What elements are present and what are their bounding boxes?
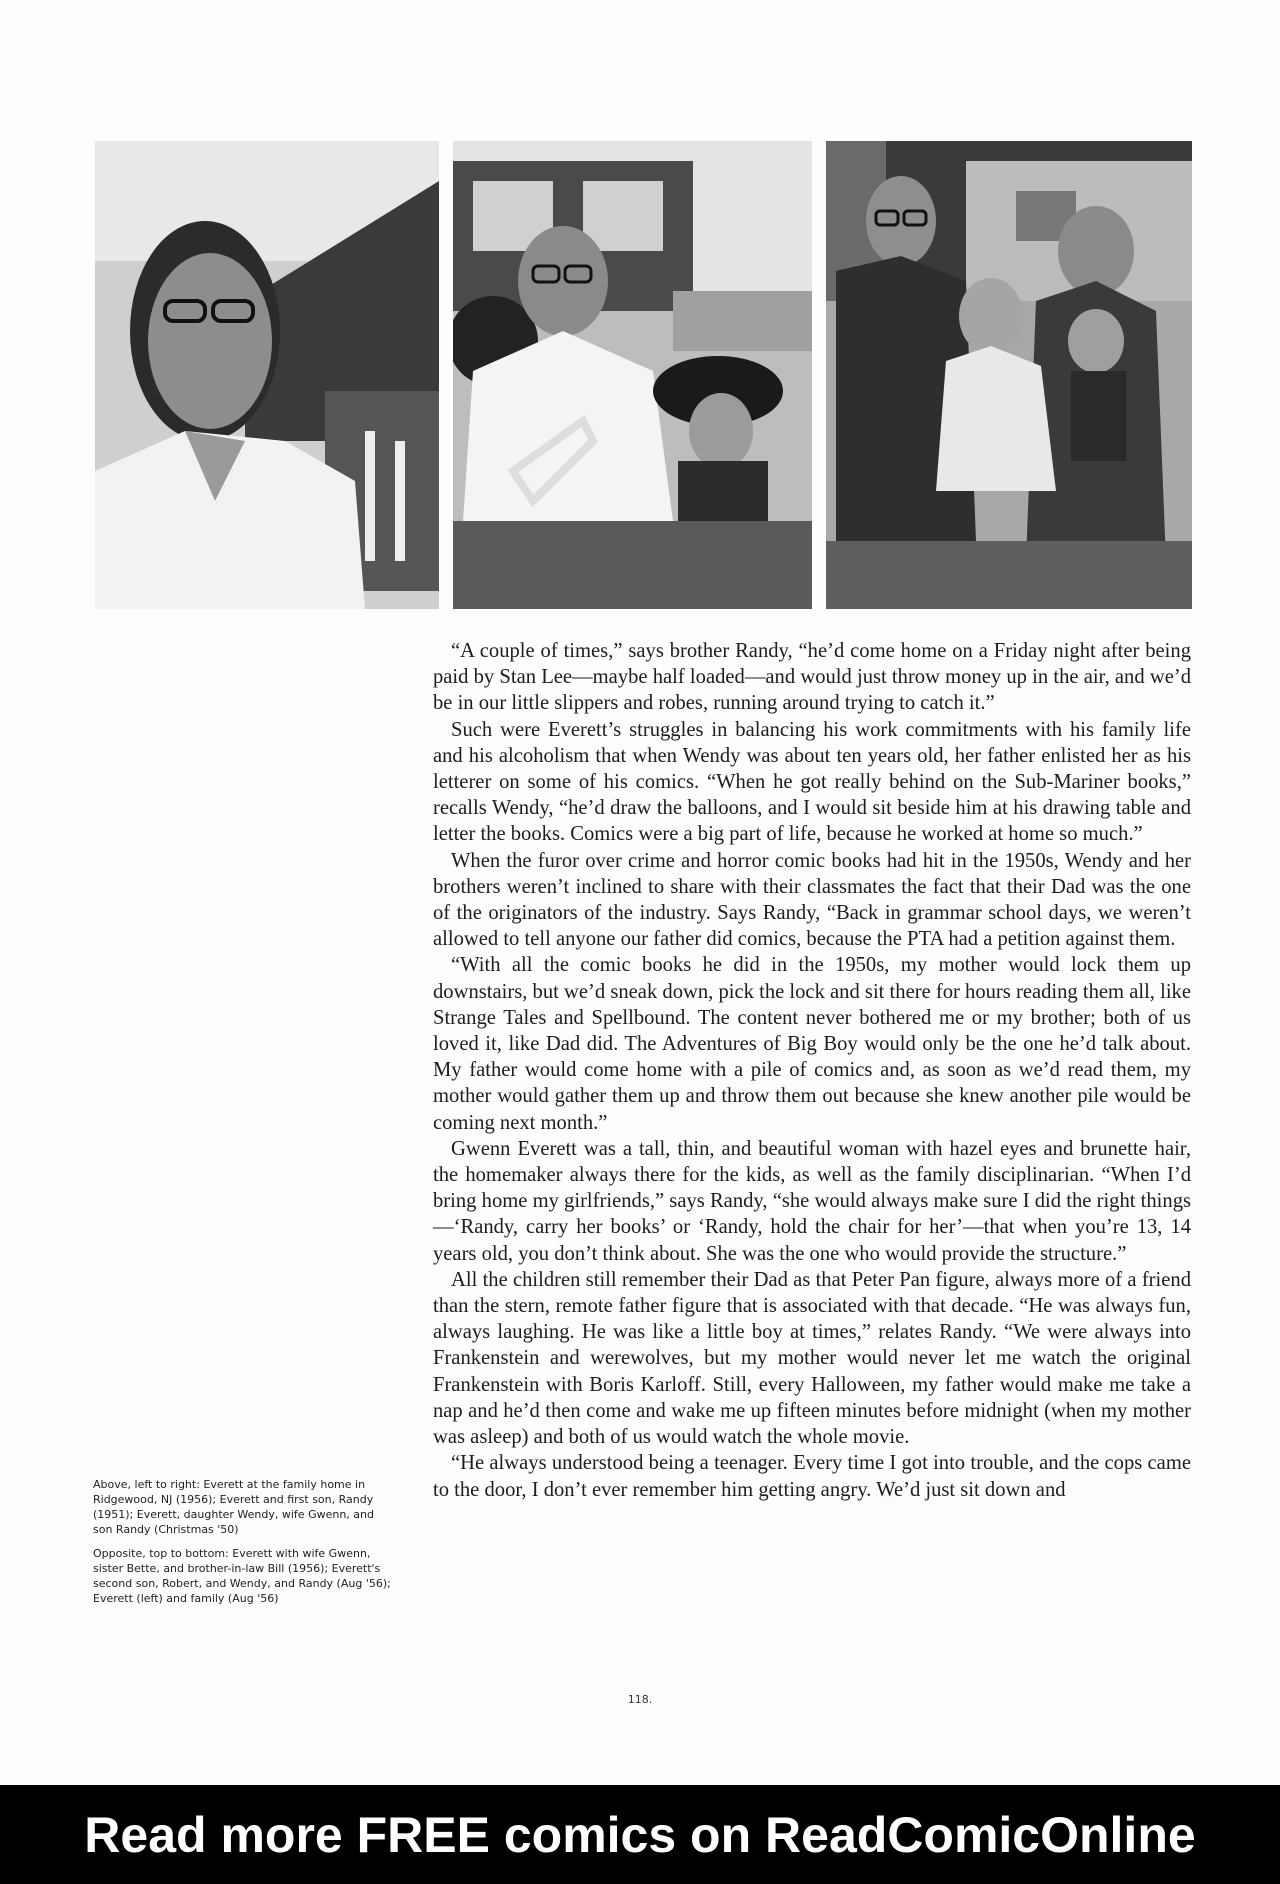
promo-banner-link[interactable]: Read more FREE comics on ReadComicOnline — [0, 1785, 1280, 1884]
paragraph: “With all the comic books he did in the 1950s, my mother would lock them up downstairs, but we’d sneak down, pick the lock and sit there for hours reading them all, like Strange Tales and Spellbound. The content never bothered me or my brother; both of us loved it, like Dad did. The Adventures of Big Boy would only be the one he’d talk about. My father would come home with a pile of comics and, as soon as we’d read them, my mother would gather them up and throw them out because she knew another pile would be coming next month.” — [433, 954, 1191, 1134]
photo-everett-and-son-randy — [453, 141, 812, 609]
page-number: 118. — [627, 1693, 653, 1706]
paragraph: Gwenn Everett was a tall, thin, and beautiful woman with hazel eyes and brunette hair, the homemaker always there for the kids, as well as the family disciplinarian. “When I’d bring home my girlfriends,” says Randy, “she would always make sure I did the right things—‘Randy, carry her books’ or ‘Randy, hold the chair for her’—that when you’re 13, 14 years old, you don’t think about. She was the one who would provide the structure.” — [433, 1137, 1191, 1265]
paragraph: All the children still remember their Dad as that Peter Pan figure, always more of a friend than the stern, remote father figure that is associated with that decade. “He was always fun, always laughing. He was like a little boy at times,” relates Randy. “We were always into Frankenstein and werewolves, but my mother would never let me watch the original Frankenstein with Boris Karloff. Still, every Halloween, my father would make me take a nap and he’d then come and wake me up fifteen minutes before midnight (when my mother was asleep) and both of us would watch the whole movie. — [433, 1268, 1191, 1449]
paragraph: Such were Everett’s struggles in balancing his work commitments with his family life and his alcoholism that when Wendy was about ten years old, her father enlisted her as his letterer on some of his comics. “When he got really behind on the Sub-Mariner books,” recalls Wendy, “he’d draw the balloons, and I would sit beside him at his drawing table and letter the books. Comics were a big part of life, because he worked at home so much.” — [433, 718, 1191, 846]
caption-above: Above, left to right: Everett at the family home in Ridgewood, NJ (1956); Everett and first son, Randy (1951); Everett, daughter Wendy, wife Gwenn, and son Randy (Christmas '50) — [93, 1478, 374, 1536]
caption-opposite: Opposite, top to bottom: Everett with wife Gwenn, sister Bette, and brother-in-law Bill (1956); Everett's second son, Robert, and Wendy, and Randy (Aug '56); Everett (left) and family (Aug '56) — [93, 1547, 391, 1605]
photo-everett-at-family-home — [95, 141, 439, 609]
article-body — [433, 638, 1191, 1503]
photo-captions — [93, 1477, 393, 1615]
photo-everett-wendy-gwenn-randy — [826, 141, 1192, 609]
paragraph: “He always understood being a teenager. Every time I got into trouble, and the cops came to the door, I don’t ever remember him getting angry. We’d just sit down and — [433, 1452, 1191, 1501]
paragraph: When the furor over crime and horror comic books had hit in the 1950s, Wendy and her brothers weren’t inclined to share with their classmates the fact that their Dad was the one of the originators of the industry. Says Randy, “Back in grammar school days, we weren’t allowed to tell anyone our father did comics, because the PTA had a petition against them. — [433, 849, 1191, 951]
paragraph: “A couple of times,” says brother Randy, “he’d come home on a Friday night after being paid by Stan Lee—maybe half loaded—and would just throw money up in the air, and we’d be in our little slippers and robes, running around trying to catch it.” — [433, 640, 1191, 715]
